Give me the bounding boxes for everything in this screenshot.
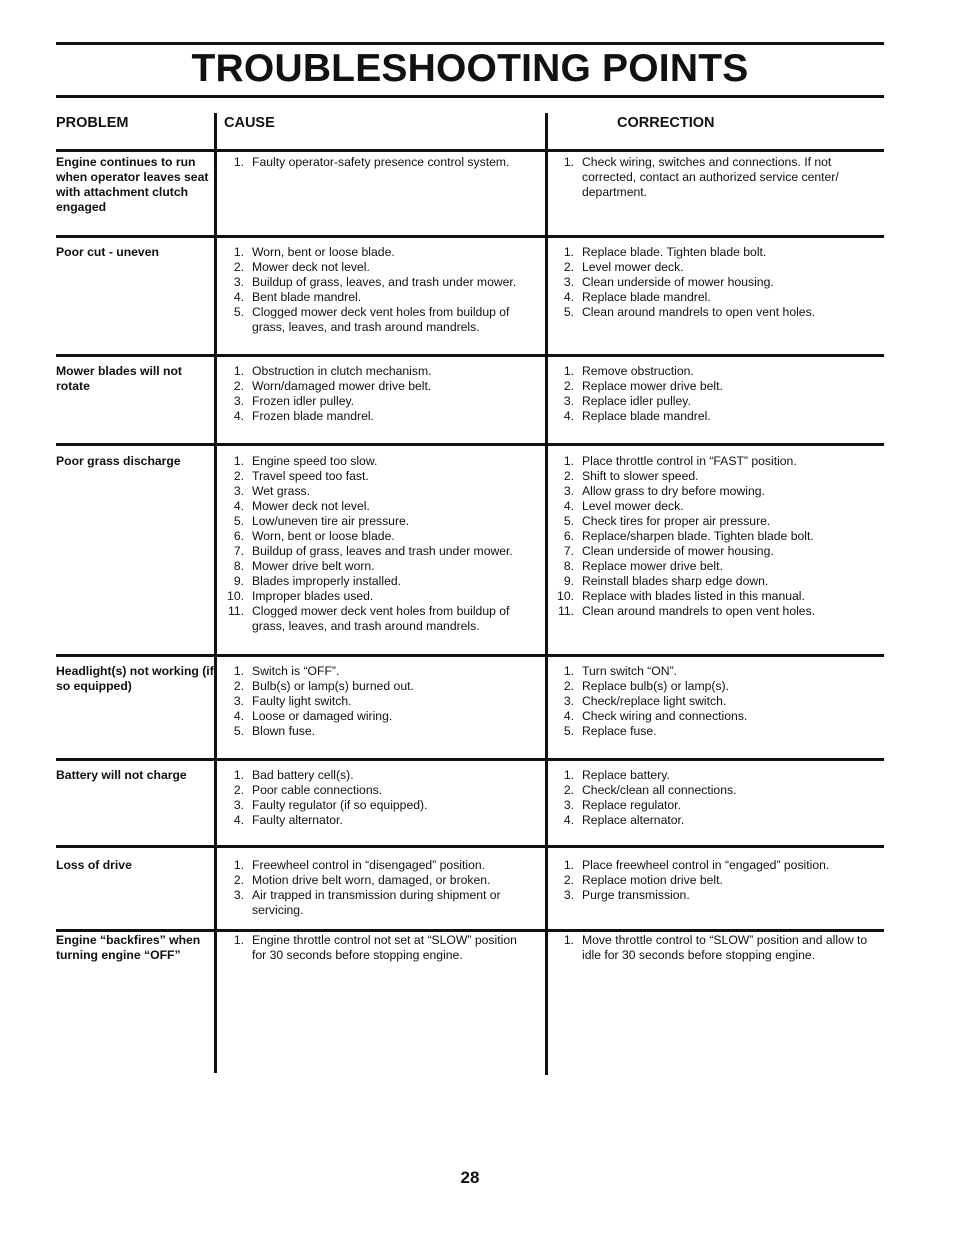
correction-item [554,290,874,305]
item-number: 2. [563,469,574,483]
cause-list [224,933,534,963]
item-number: 2. [233,260,244,274]
row-separator [56,149,884,152]
problem-cell: Poor grass discharge [56,454,181,468]
item-text: Replace alternator. [582,813,685,827]
item-number: 1. [233,155,244,169]
item-text: Place freewheel control in “engaged” position. [582,858,830,872]
item-text: Bad battery cell(s). [252,768,354,782]
correction-item [554,499,874,514]
correction-item [554,305,874,320]
item-text: Mower drive belt worn. [252,559,375,573]
cause-item [224,305,534,335]
item-number: 5. [563,724,574,738]
item-text: Move throttle control to “SLOW” position and allow to idle for 30 seconds before stopping engine. [582,933,868,962]
item-number: 8. [563,559,574,573]
row-separator [56,654,884,657]
item-text: Obstruction in clutch mechanism. [252,364,432,378]
item-text: Clogged mower deck vent holes from buildup of grass, leaves, and trash around mandrels. [252,305,510,334]
item-number: 1. [233,245,244,259]
cause-list [224,858,534,918]
item-text: Faulty alternator. [252,813,343,827]
item-text: Level mower deck. [582,260,684,274]
item-text: Replace blade. Tighten blade bolt. [582,245,767,259]
item-number: 1. [563,664,574,678]
cause-list [224,768,534,828]
item-text: Remove obstruction. [582,364,694,378]
cause-item [224,155,534,170]
problem-cell: Loss of drive [56,858,132,872]
correction-list [554,933,874,963]
cause-list [224,664,534,739]
item-number: 4. [233,409,244,423]
row-separator [56,929,884,932]
item-number: 3. [563,275,574,289]
row-separator [56,235,884,238]
correction-item [554,275,874,290]
item-text: Purge transmission. [582,888,690,902]
item-number: 2. [233,379,244,393]
item-text: Frozen blade mandrel. [252,409,374,423]
cause-item [224,813,534,828]
item-text: Travel speed too fast. [252,469,369,483]
title-underline [56,95,884,98]
item-number: 9. [563,574,574,588]
item-number: 4. [563,409,574,423]
item-number: 2. [233,469,244,483]
cause-item [224,469,534,484]
item-number: 1. [563,155,574,169]
cause-item [224,858,534,873]
correction-list [554,664,874,739]
item-number: 2. [563,873,574,887]
correction-item [554,589,874,604]
item-number: 5. [563,514,574,528]
correction-item [554,873,874,888]
item-number: 5. [233,305,244,319]
cause-item [224,379,534,394]
item-text: Buildup of grass, leaves, and trash under mower. [252,275,517,289]
item-text: Engine throttle control not set at “SLOW” position for 30 seconds before stopping engine. [252,933,517,962]
cause-item [224,933,534,963]
item-text: Mower deck not level. [252,260,370,274]
item-text: Loose or damaged wiring. [252,709,393,723]
item-number: 2. [563,379,574,393]
item-number: 2. [233,783,244,797]
item-number: 5. [563,305,574,319]
item-text: Buildup of grass, leaves and trash under mower. [252,544,513,558]
item-number: 2. [563,679,574,693]
item-text: Replace regulator. [582,798,681,812]
correction-item [554,409,874,424]
correction-item [554,768,874,783]
correction-item [554,529,874,544]
item-text: Shift to slower speed. [582,469,699,483]
cause-item [224,499,534,514]
item-text: Faulty operator-safety presence control system. [252,155,510,169]
correction-list [554,364,874,424]
cause-item [224,604,534,634]
cause-item [224,394,534,409]
item-number: 3. [233,484,244,498]
item-text: Replace fuse. [582,724,657,738]
item-number: 3. [563,888,574,902]
cause-item [224,484,534,499]
item-text: Mower deck not level. [252,499,370,513]
correction-item [554,574,874,589]
problem-cell: Battery will not charge [56,768,187,782]
item-text: Improper blades used. [252,589,374,603]
cause-list [224,245,534,335]
item-text: Clean underside of mower housing. [582,544,774,558]
item-text: Check/clean all connections. [582,783,737,797]
item-text: Engine speed too slow. [252,454,378,468]
problem-cell: Headlight(s) not working (if so equipped) [56,664,214,693]
item-number: 7. [233,544,244,558]
item-number: 4. [233,290,244,304]
item-text: Blown fuse. [252,724,316,738]
item-number: 11. [557,604,574,618]
item-number: 1. [563,933,574,947]
correction-item [554,724,874,739]
item-number: 6. [563,529,574,543]
item-number: 1. [233,858,244,872]
cause-item [224,768,534,783]
item-text: Replace blade mandrel. [582,409,711,423]
item-number: 3. [233,888,244,902]
cause-item [224,724,534,739]
item-text: Check/replace light switch. [582,694,727,708]
item-number: 2. [233,679,244,693]
correction-item [554,379,874,394]
item-text: Check tires for proper air pressure. [582,514,771,528]
item-text: Frozen idler pulley. [252,394,355,408]
correction-item [554,664,874,679]
correction-item [554,694,874,709]
item-number: 3. [233,798,244,812]
item-number: 1. [563,454,574,468]
item-text: Clean around mandrels to open vent holes. [582,305,816,319]
cause-item [224,873,534,888]
page-number: 28 [460,1168,480,1187]
cause-item [224,275,534,290]
correction-item [554,933,874,963]
cause-item [224,888,534,918]
item-text: Worn, bent or loose blade. [252,529,395,543]
cause-item [224,514,534,529]
item-number: 3. [233,394,244,408]
correction-item [554,858,874,873]
item-number: 2. [563,783,574,797]
cause-item [224,544,534,559]
item-text: Turn switch “ON”. [582,664,678,678]
item-number: 3. [563,484,574,498]
item-text: Replace bulb(s) or lamp(s). [582,679,729,693]
correction-item [554,484,874,499]
cause-item [224,260,534,275]
item-number: 10. [557,589,574,603]
cause-list [224,454,534,634]
item-number: 3. [563,394,574,408]
correction-item [554,245,874,260]
row-separator [56,354,884,357]
cause-item [224,290,534,305]
correction-item [554,783,874,798]
item-text: Check wiring, switches and connections. If not corrected, contact an authorized service center/ department. [582,155,839,199]
problem-cell: Poor cut - uneven [56,245,159,259]
cause-item [224,783,534,798]
cause-item [224,589,534,604]
item-number: 1. [233,933,244,947]
item-number: 6. [233,529,244,543]
item-number: 4. [233,709,244,723]
item-text: Replace battery. [582,768,670,782]
item-text: Clean underside of mower housing. [582,275,774,289]
item-text: Level mower deck. [582,499,684,513]
item-text: Poor cable connections. [252,783,383,797]
correction-item [554,469,874,484]
correction-list [554,454,874,619]
cause-item [224,409,534,424]
correction-list [554,155,874,200]
item-number: 4. [563,709,574,723]
row-separator [56,845,884,848]
cause-list [224,155,534,170]
item-text: Reinstall blades sharp edge down. [582,574,769,588]
item-number: 4. [233,813,244,827]
problem-cell: Engine continues to run when operator leaves seat with attachment clutch engaged [56,155,209,214]
item-text: Worn/damaged mower drive belt. [252,379,432,393]
item-number: 9. [233,574,244,588]
cause-item [224,798,534,813]
item-number: 4. [563,813,574,827]
correction-item [554,604,874,619]
problem-header: PROBLEM [56,115,129,131]
correction-item [554,364,874,379]
cause-item [224,245,534,260]
page-title: TROUBLESHOOTING POINTS [191,47,749,90]
item-text: Place throttle control in “FAST” position. [582,454,797,468]
cause-item [224,664,534,679]
top-rule [56,42,884,45]
item-text: Worn, bent or loose blade. [252,245,395,259]
item-text: Faulty light switch. [252,694,352,708]
item-text: Bulb(s) or lamp(s) burned out. [252,679,414,693]
item-text: Clean around mandrels to open vent holes. [582,604,816,618]
item-text: Switch is “OFF”. [252,664,340,678]
item-number: 5. [233,724,244,738]
item-number: 1. [233,768,244,782]
cause-item [224,709,534,724]
row-separator [56,758,884,761]
item-number: 3. [233,694,244,708]
item-number: 1. [233,454,244,468]
item-text: Replace motion drive belt. [582,873,723,887]
item-text: Replace idler pulley. [582,394,691,408]
item-number: 5. [233,514,244,528]
cause-header: CAUSE [224,115,275,131]
item-number: 11. [227,604,244,618]
item-text: Check wiring and connections. [582,709,748,723]
item-number: 3. [233,275,244,289]
item-text: Replace blade mandrel. [582,290,711,304]
item-number: 4. [233,499,244,513]
problem-cell: Engine “backfires” when turning engine “OFF” [56,933,201,962]
correction-item [554,544,874,559]
item-number: 8. [233,559,244,573]
correction-item [554,888,874,903]
item-number: 4. [563,499,574,513]
correction-list [554,858,874,903]
correction-item [554,260,874,275]
correction-item [554,813,874,828]
correction-list [554,768,874,828]
item-number: 7. [563,544,574,558]
cause-item [224,694,534,709]
correction-item [554,454,874,469]
item-text: Air trapped in transmission during shipment or servicing. [252,888,501,917]
item-text: Allow grass to dry before mowing. [582,484,765,498]
correction-item [554,679,874,694]
item-number: 1. [233,664,244,678]
item-number: 1. [563,858,574,872]
correction-item [554,394,874,409]
item-text: Wet grass. [252,484,311,498]
cause-item [224,679,534,694]
item-number: 1. [563,768,574,782]
item-text: Low/uneven tire air pressure. [252,514,410,528]
cause-item [224,364,534,379]
item-text: Freewheel control in “disengaged” position. [252,858,486,872]
problem-cell: Mower blades will not rotate [56,364,182,393]
item-text: Clogged mower deck vent holes from buildup of grass, leaves, and trash around mandrels. [252,604,510,633]
item-number: 2. [563,260,574,274]
item-number: 1. [563,364,574,378]
item-text: Replace mower drive belt. [582,379,723,393]
item-number: 1. [233,364,244,378]
correction-item [554,514,874,529]
item-text: Motion drive belt worn, damaged, or broken. [252,873,491,887]
item-number: 3. [563,694,574,708]
item-text: Replace with blades listed in this manual. [582,589,805,603]
cause-list [224,364,534,424]
correction-header: CORRECTION [617,115,715,131]
cause-item [224,454,534,469]
cause-item [224,574,534,589]
correction-item [554,155,874,200]
item-text: Faulty regulator (if so equipped). [252,798,428,812]
item-number: 3. [563,798,574,812]
correction-item [554,559,874,574]
row-separator [56,443,884,446]
item-text: Replace/sharpen blade. Tighten blade bolt. [582,529,814,543]
correction-item [554,798,874,813]
item-number: 10. [227,589,244,603]
cause-item [224,529,534,544]
item-number: 4. [563,290,574,304]
item-text: Blades improperly installed. [252,574,402,588]
item-text: Replace mower drive belt. [582,559,723,573]
item-number: 1. [563,245,574,259]
correction-list [554,245,874,320]
item-text: Bent blade mandrel. [252,290,362,304]
correction-item [554,709,874,724]
item-number: 2. [233,873,244,887]
cause-item [224,559,534,574]
